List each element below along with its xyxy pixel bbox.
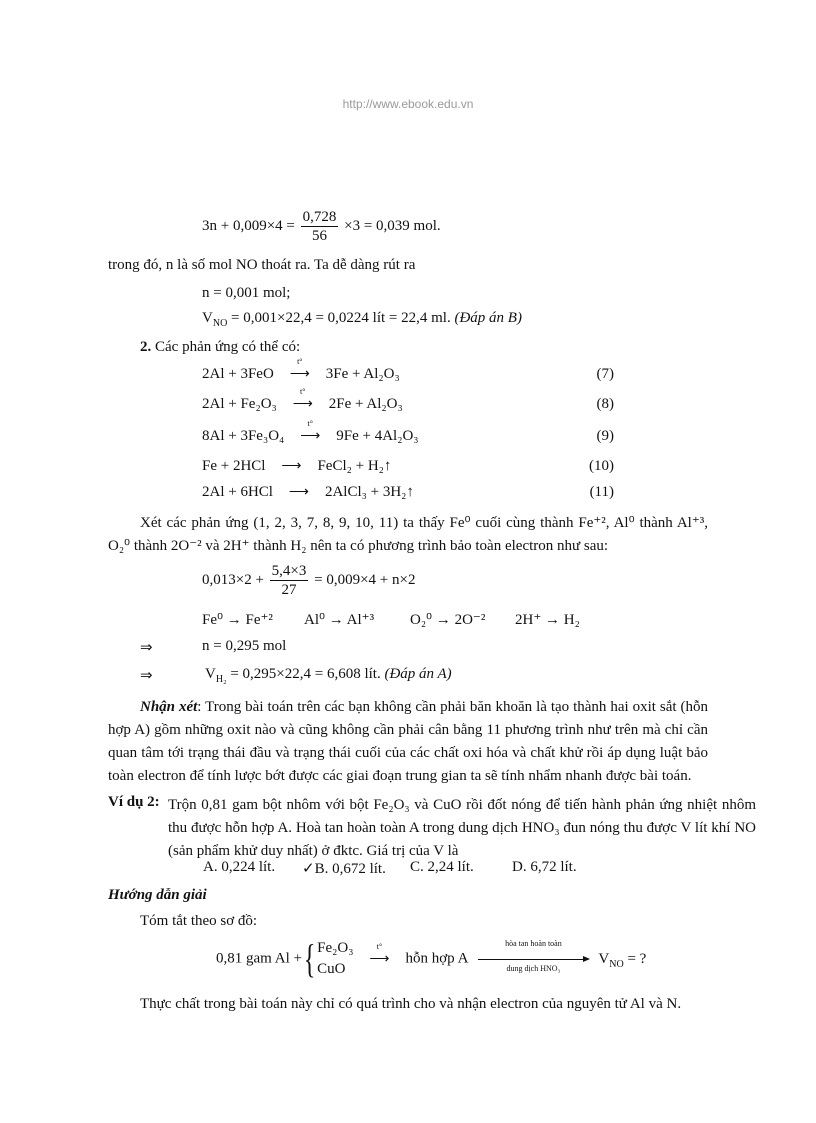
arrow-icon: ⟶ xyxy=(281,459,302,474)
scheme-start: 0,81 gam Al + xyxy=(216,950,302,967)
half-reaction: Fe⁰ → Fe⁺² xyxy=(202,612,273,628)
reaction-row xyxy=(202,357,614,383)
reaction-rhs: 9Fe + 4Al₂O₃ xyxy=(336,428,419,444)
option-b-correct: ✓B. 0,672 lít. xyxy=(302,861,386,877)
vh2-text: = 0,295×22,4 = 6,608 lít. xyxy=(226,666,385,682)
fraction xyxy=(301,208,339,245)
reaction-row xyxy=(202,419,614,445)
scheme-end: $V_{NO}$ = ? xyxy=(598,950,647,970)
reaction-row xyxy=(202,484,614,501)
long-arrow-icon xyxy=(474,938,592,973)
option-a: A. 0,224 lít. xyxy=(203,859,276,875)
thuc-chat-line: Thực chất trong bài toán này chỉ có quá trình cho và nhận electron của nguyên tử Al và N. xyxy=(140,996,682,1012)
half-reaction: 2H⁺ → H₂ xyxy=(515,612,580,628)
paragraph-xet: Xét các phản ứng (1, 2, 3, 7, 8, 9, 10, 11) ta thấy Fe⁰ cuối cùng thành Fe⁺², Al⁰ thành Al⁺³, O₂⁰ thành 2O⁻² và 2H⁺ thành H₂ nên ta có phương trình bảo toàn electron như sau: xyxy=(108,515,708,554)
arrow-label: t° xyxy=(307,419,313,428)
paragraph-nhan-xet xyxy=(108,696,708,788)
answer-label: (Đáp án B) xyxy=(454,310,522,326)
reaction-rhs: FeCl₂ + H₂↑ xyxy=(317,458,392,474)
option-d: D. 6,72 lít. xyxy=(512,859,577,875)
v-symbol: V xyxy=(205,666,216,682)
eq-lhs: 3n + 0,009×4 = xyxy=(202,217,295,234)
vno-text: = 0,001×22,4 = 0,0224 lít = 22,4 ml. xyxy=(227,310,455,326)
reaction-rhs: 3Fe + Al₂O₃ xyxy=(325,366,400,382)
implies-icon: ⇒ xyxy=(140,668,153,684)
eq-rhs: ×3 = 0,039 mol. xyxy=(344,217,441,234)
eq-lhs: 0,013×2 + xyxy=(202,571,264,588)
brace-icon: { xyxy=(303,936,316,981)
half-reaction: Al⁰ → Al⁺³ xyxy=(304,612,375,628)
section-number: 2. xyxy=(140,339,152,355)
oxide-bottom: CuO xyxy=(317,961,346,977)
reaction-row xyxy=(202,387,614,413)
arrow-icon: t° ⟶ xyxy=(278,366,322,383)
result-n-line: n = 0,001 mol; xyxy=(202,285,291,301)
reaction-lhs: 2Al + 3FeO xyxy=(202,366,274,382)
fraction-numerator: 0,728 xyxy=(302,209,337,225)
implies-icon: ⇒ xyxy=(140,640,153,656)
guide-heading: Hướng dẫn giải xyxy=(108,887,207,903)
arrow-icon: t° ⟶ xyxy=(281,396,325,413)
half-reaction: O₂⁰ → 2O⁻² xyxy=(410,612,486,628)
reaction-lhs: 8Al + 3Fe₃O₄ xyxy=(202,428,285,444)
arrow-icon: ⟶ xyxy=(288,485,309,500)
example-2-text: Trộn 0,81 gam bột nhôm với bột Fe₂O₃ và CuO rồi đốt nóng để tiến hành phản ứng nhiệt nhôm thu được hỗn hợp A. Hoà tan hoàn toàn A trong dung dịch HNO₃ đun nóng thu được V lít khí NO (sản phẩm khử duy nhất) ở đktc. Giá trị của V là xyxy=(168,797,756,859)
option-c: C. 2,24 lít. xyxy=(410,859,474,875)
eq-rhs: = 0,009×4 + n×2 xyxy=(314,571,416,588)
answer-label: (Đáp án A) xyxy=(384,666,452,682)
reaction-row xyxy=(202,458,614,475)
result-n-295: n = 0,295 mol xyxy=(202,638,287,654)
scheme-mid: hỗn hợp A xyxy=(405,950,469,967)
nhan-xet-text: : Trong bài toán trên các bạn không cần phải băn khoăn là tạo thành hai oxit sắt (hỗn hợp A) gồm những oxit nào và cũng không cần phải cân bằng 11 phương trình như trên mà chỉ cần quan tâm tới trạng thái đầu và trạng thái cuối của các chất oxi hóa và chất khử rồi áp dụng luật bảo toàn electron để tính lược bớt được các giai đoạn trung gian ta sẽ tính nhẩm nhanh được bài toán. xyxy=(108,699,708,784)
nhan-xet-label: Nhận xét xyxy=(140,699,198,715)
text-line: trong đó, n là số mol NO thoát ra. Ta dễ dàng rút ra xyxy=(108,257,416,273)
result-vh2-line xyxy=(205,666,452,683)
example-2-label: Ví dụ 2: xyxy=(108,794,160,810)
section-text: Các phản ứng có thể có: xyxy=(151,339,301,355)
oxide-top: Fe₂O₃ xyxy=(317,940,354,956)
header-url: http://www.ebook.edu.vn xyxy=(342,97,474,111)
arrow-label-top: hòa tan hoàn toàn xyxy=(505,938,562,948)
summary-line: Tóm tắt theo sơ đồ: xyxy=(140,913,258,929)
reaction-number: (8) xyxy=(596,396,614,412)
reaction-lhs: Fe + 2HCl xyxy=(202,458,266,474)
result-vno-line xyxy=(202,310,522,327)
arrow-label-bottom: dung dịch HNO₃ xyxy=(506,963,561,973)
reaction-number: (7) xyxy=(596,366,614,382)
v-subscript: NO xyxy=(212,318,228,329)
arrow-label: t° xyxy=(297,357,303,366)
reaction-number: (9) xyxy=(596,428,614,444)
reaction-rhs: 2AlCl₃ + 3H₂↑ xyxy=(324,484,414,500)
arrow-icon: t° ⟶ xyxy=(288,428,332,445)
section-2-heading xyxy=(140,339,300,356)
fraction-numerator: 5,4×3 xyxy=(271,563,307,579)
scheme-oxides xyxy=(317,938,353,980)
fraction xyxy=(270,562,309,599)
arrow-label: t° xyxy=(376,941,383,951)
arrow-icon: t° ⟶ xyxy=(357,951,401,968)
equation-electron-balance-2 xyxy=(202,562,415,599)
v-symbol: V xyxy=(202,310,213,326)
arrow-label: t° xyxy=(300,387,306,396)
reaction-scheme xyxy=(216,938,646,988)
equation-electron-balance-1 xyxy=(202,208,441,245)
reaction-list xyxy=(202,357,614,502)
reaction-lhs: 2Al + 6HCl xyxy=(202,484,273,500)
reaction-lhs: 2Al + Fe₂O₃ xyxy=(202,396,277,412)
v-subscript: H₂ xyxy=(215,674,227,685)
reaction-number: (11) xyxy=(589,484,614,500)
fraction-denominator: 27 xyxy=(281,582,297,598)
fraction-denominator: 56 xyxy=(312,228,328,244)
reaction-rhs: 2Fe + Al₂O₃ xyxy=(328,396,403,412)
reaction-number: (10) xyxy=(589,458,614,474)
